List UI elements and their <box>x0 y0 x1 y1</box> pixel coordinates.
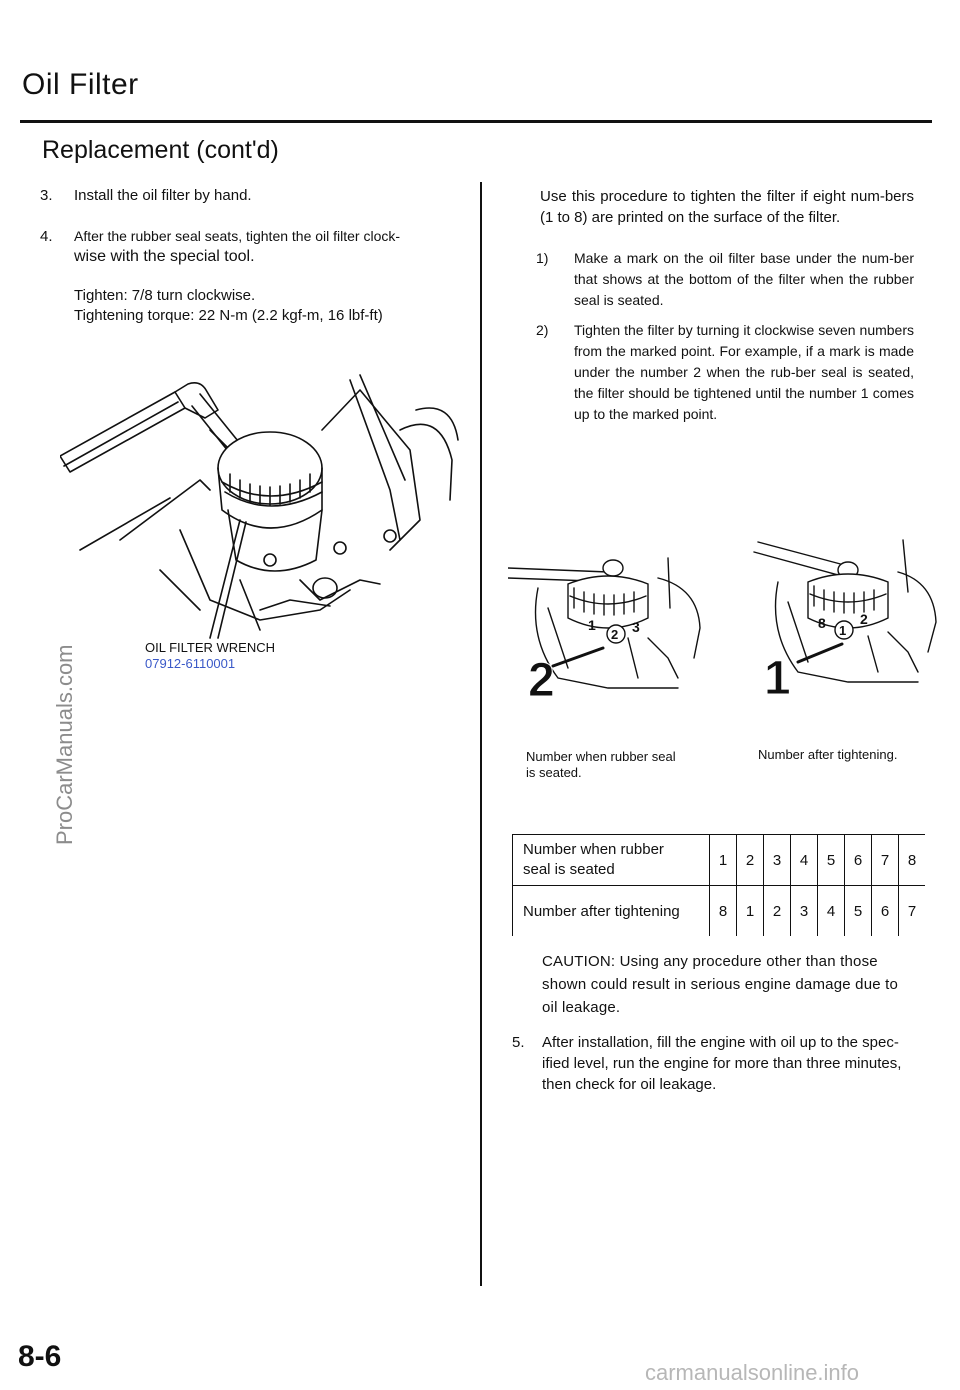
section-subtitle: Replacement (cont'd) <box>42 136 279 164</box>
table-cell: 7 <box>907 902 917 920</box>
table-cell: 5 <box>845 886 872 937</box>
oil-filter-wrench-illustration <box>60 370 460 640</box>
column-divider <box>480 182 482 1286</box>
table-cell: 6 <box>845 835 872 886</box>
step-5 <box>512 1032 916 1095</box>
step-3-text: Install the oil filter by hand. <box>74 187 252 204</box>
table-cell: 4 <box>791 835 818 886</box>
table-cell: 6 <box>872 886 899 937</box>
tightened-digit-1: 1 <box>839 623 847 638</box>
caution-note: CAUTION: Using any procedure other than those shown could result in serious engine damage due to oil leakage. <box>542 953 899 1016</box>
page-number: 8-6 <box>18 1340 62 1373</box>
step-3 <box>40 186 252 206</box>
seated-digit-1: 1 <box>588 617 596 633</box>
watermark-bottom: carmanualsonline.info <box>645 1360 860 1385</box>
tightened-digit-8: 8 <box>818 615 826 631</box>
filter-seated-illustration <box>508 548 708 708</box>
procedure-intro: Use this procedure to tighten the filter if eight num-bers (1 to 8) are printed on the surface of the filter. <box>540 188 914 226</box>
table-cell: 2 <box>737 835 764 886</box>
page-title: Oil Filter <box>22 68 139 101</box>
seated-digit-3: 3 <box>632 619 640 635</box>
tool-part-number: 07912-6110001 <box>145 656 236 671</box>
number-table <box>512 834 925 936</box>
table-cell: 8 <box>899 835 926 886</box>
row-label-tightened: Number after tightening <box>513 886 710 937</box>
caption-tightened: Number after tightening. <box>758 747 898 762</box>
step-5-number: 5. <box>512 1034 525 1051</box>
substep-1 <box>536 248 914 311</box>
seated-big-number: 2 <box>528 654 555 707</box>
watermark-left: ProCarManuals.com <box>52 644 77 845</box>
table-cell: 3 <box>764 835 791 886</box>
step-4-line2: wise with the special tool. <box>74 248 255 265</box>
filter-tightened-illustration <box>738 532 938 702</box>
row-label-seated: Number when rubber seal is seated <box>513 835 710 886</box>
table-row-tightened <box>513 886 926 937</box>
caption-seated: Number when rubber seal is seated. <box>526 749 676 780</box>
substep-1-number: 1) <box>536 250 549 266</box>
step-5-text: After installation, fill the engine with oil up to the spec-ified level, run the engine for more than three minutes, then check for oil leakage. <box>542 1034 902 1093</box>
table-cell: 2 <box>764 886 791 937</box>
title-rule <box>20 120 932 123</box>
step-3-number: 3. <box>40 187 53 204</box>
tighten-instruction: Tighten: 7/8 turn clockwise. <box>74 287 256 304</box>
tighten-spec <box>74 286 383 326</box>
seated-digit-2: 2 <box>611 627 619 642</box>
table-cell: 3 <box>791 886 818 937</box>
table-cell: 1 <box>710 835 737 886</box>
tightening-torque: Tightening torque: 22 N-m (2.2 kgf-m, 16 lbf-ft) <box>74 307 383 324</box>
substep-2-text: Tighten the filter by turning it clockwise seven numbers from the marked point. For example, if a mark is made under the number 2 when the rub-ber seal is seated, the filter should be tightened until the number 1 comes up to the marked point. <box>574 322 914 422</box>
table-cell: 4 <box>818 886 845 937</box>
substep-2 <box>536 320 914 425</box>
step-4 <box>40 226 448 267</box>
table-row-seated <box>513 835 926 886</box>
step-4-number: 4. <box>40 228 53 245</box>
table-cell: 5 <box>818 835 845 886</box>
tool-callout <box>145 640 275 672</box>
tool-label: OIL FILTER WRENCH <box>145 640 276 655</box>
table-cell: 8 <box>710 886 737 937</box>
table-cell: 1 <box>737 886 764 937</box>
tightened-digit-2: 2 <box>860 611 868 627</box>
substep-2-number: 2) <box>536 322 549 338</box>
table-cell: 7 <box>872 835 899 886</box>
tightened-big-number: 1 <box>764 652 791 702</box>
step-4-line1: After the rubber seal seats, tighten the oil filter clock- <box>74 228 401 244</box>
substep-1-text: Make a mark on the oil filter base under the num-ber that shows at the bottom of the filter when the rubber seal is seated. <box>574 250 914 308</box>
